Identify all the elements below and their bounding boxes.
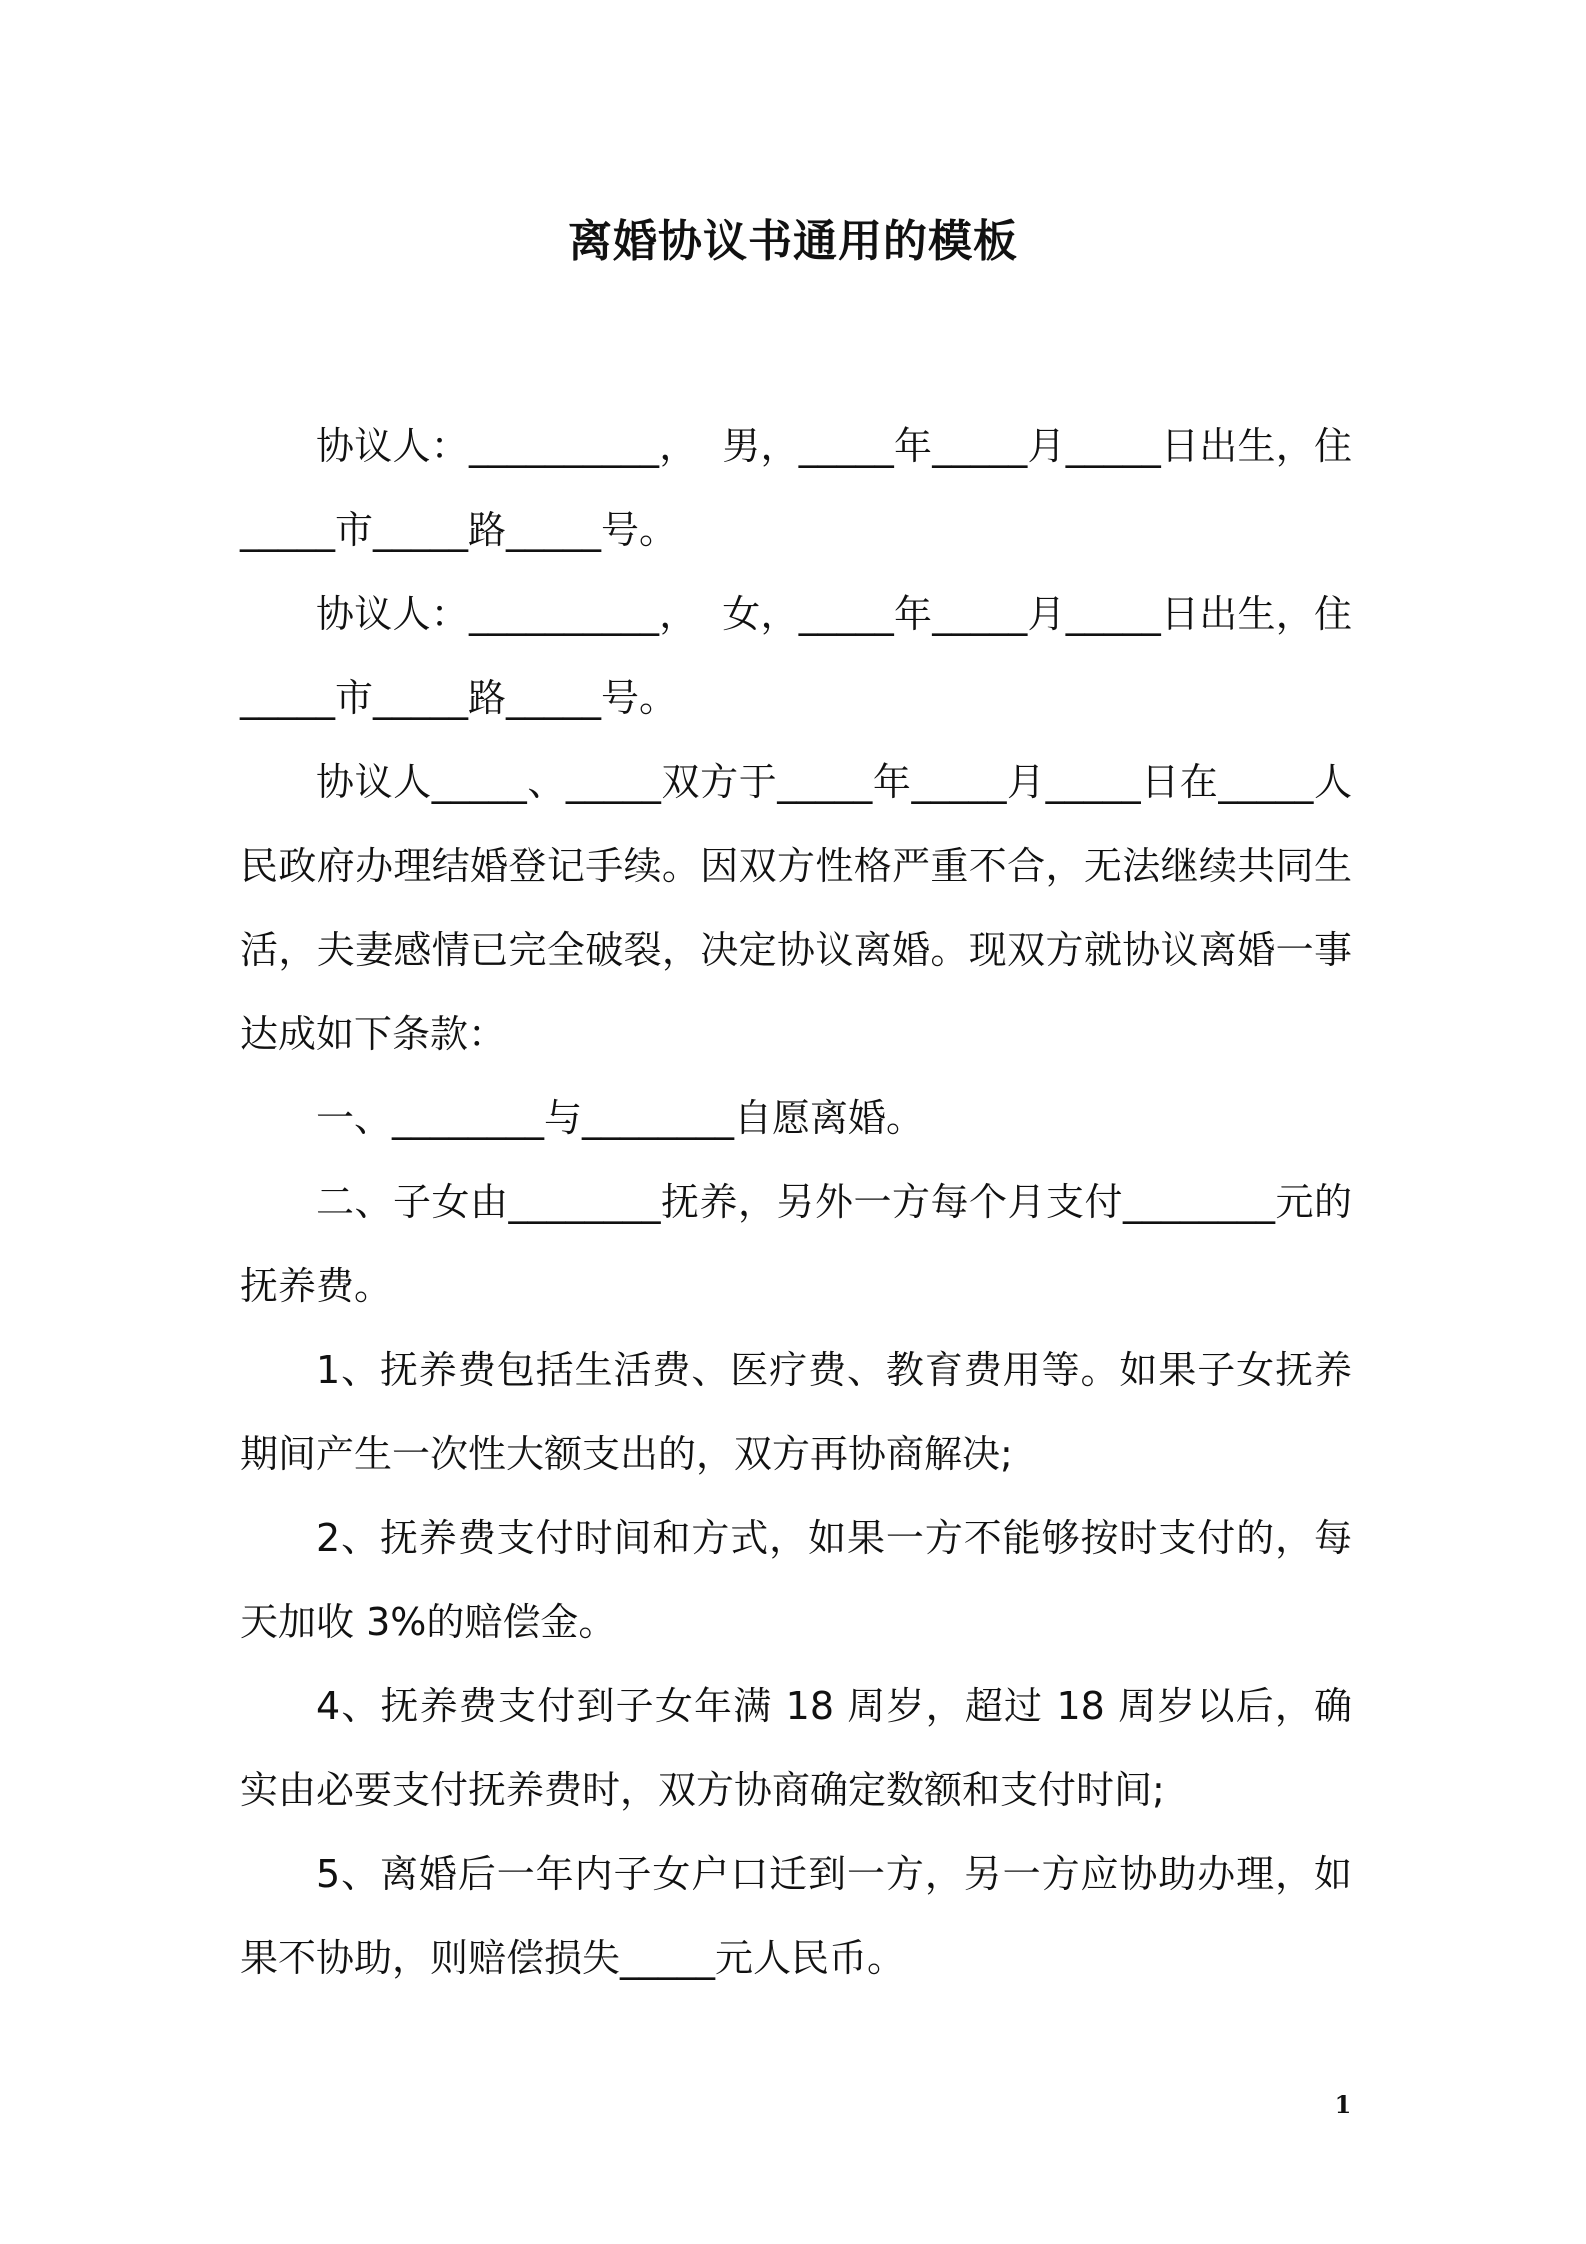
party-male-paragraph: 协议人：__________， 男，_____年_____月_____日出生，住_____市_____路_____号。 xyxy=(240,424,1352,552)
support-item-5-paragraph: 5、离婚后一年内子女户口迁到一方，另一方应协助办理，如果不协助，则赔偿损失_____元人民币。 xyxy=(240,1852,1352,1980)
document-title: 离婚协议书通用的模板 xyxy=(568,216,1018,267)
party-female-paragraph: 协议人：__________， 女，_____年_____月_____日出生，住_____市_____路_____号。 xyxy=(240,592,1352,720)
clause-two-paragraph: 二、子女由________抚养，另外一方每个月支付________元的抚养费。 xyxy=(240,1180,1352,1308)
support-item-1-paragraph: 1、抚养费包括生活费、医疗费、教育费用等。如果子女抚养期间产生一次性大额支出的，双方再协商解决; xyxy=(240,1348,1352,1476)
support-item-2-paragraph: 2、抚养费支付时间和方式，如果一方不能够按时支付的，每天加收 3%的赔偿金。 xyxy=(240,1516,1352,1644)
page-number: 1 xyxy=(1334,2090,1352,2119)
clause-one-paragraph: 一、________与________自愿离婚。 xyxy=(316,1096,925,1140)
marriage-registration-paragraph: 协议人_____、_____双方于_____年_____月_____日在_____人民政府办理结婚登记手续。因双方性格严重不合，无法继续共同生活，夫妻感情已完全破裂，决定协议离婚。现双方就协议离婚一事达成如下条款： xyxy=(240,760,1352,1056)
support-item-4-paragraph: 4、抚养费支付到子女年满 18 周岁，超过 18 周岁以后，确实由必要支付抚养费时，双方协商确定数额和支付时间; xyxy=(240,1684,1352,1812)
document-body xyxy=(240,404,1352,2000)
